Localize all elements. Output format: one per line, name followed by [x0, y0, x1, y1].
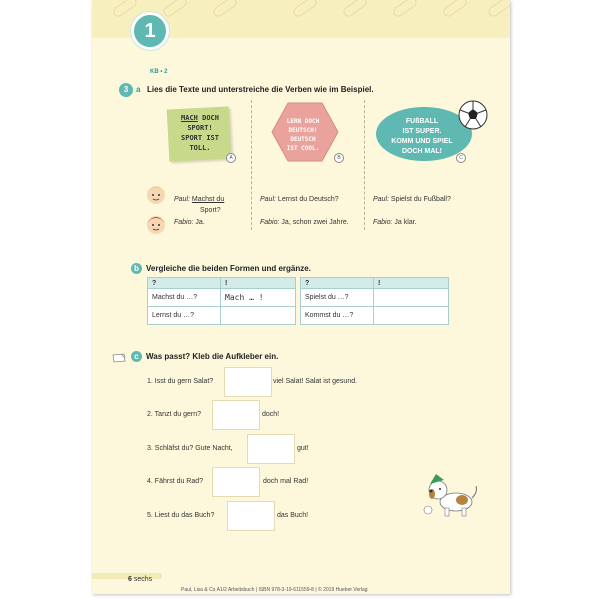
sticker-slot[interactable]: [224, 367, 272, 397]
table-cell: Spielst du …?: [301, 289, 374, 307]
answer-cell[interactable]: [374, 289, 449, 307]
dialogue-1-line-1b: Sport?: [200, 207, 221, 214]
sticker-slot[interactable]: [212, 467, 260, 497]
list-item: 5. Liest du das Buch?: [147, 512, 215, 519]
page-number: 6 sechs: [128, 576, 153, 583]
sticker-a-tag: A: [226, 153, 236, 163]
sticker-icon: [112, 353, 126, 363]
sticker-slot[interactable]: [247, 434, 295, 464]
exercise-c-instruction: Was passt? Kleb die Aufkleber ein.: [146, 352, 279, 361]
dialogue-2-line-2: Fabio: Ja, schon zwei Jahre.: [260, 219, 349, 226]
table-cell: Lernst du …?: [148, 307, 221, 325]
exercise-letter-c: c: [131, 351, 142, 362]
dialogue-3-line-2: Fabio: Ja klar.: [373, 219, 417, 226]
item-ending: doch mal Rad!: [263, 478, 309, 485]
sticker-slot[interactable]: [227, 501, 275, 531]
list-item: 1. Isst du gern Salat?: [147, 378, 214, 385]
table-header: ?: [148, 278, 221, 289]
item-ending: das Buch!: [277, 512, 309, 519]
footer-credits: Paul, Lisa & Co A1/2 Arbeitsbuch | ISBN 978-3-19-611559-8 | © 2019 Hueber Verlag: [181, 587, 368, 593]
table-cell[interactable]: Mach … !: [221, 289, 296, 307]
comparison-table-2: [300, 277, 449, 325]
sticker-c-tag: C: [456, 153, 466, 163]
paul-avatar-icon: [145, 182, 167, 206]
exercise-letter-a: a: [136, 85, 141, 94]
column-divider: [251, 100, 252, 230]
list-item: 4. Fährst du Rad?: [147, 478, 204, 485]
table-cell: Machst du …?: [148, 289, 221, 307]
exercise-letter-b: b: [131, 263, 142, 274]
sticker-b-text: LERN DOCH DEUTSCH! DEUTSCH IST COOL.: [286, 118, 320, 152]
exercise-number: 3: [119, 83, 133, 97]
kb-reference: KB • 2: [150, 69, 168, 75]
exercise-3a-instruction: Lies die Texte und unterstreiche die Verben wie im Beispiel.: [147, 85, 374, 94]
list-item: 2. Tanzt du gern?: [147, 411, 201, 418]
dialogue-3-line-1: Paul: Spielst du Fußball?: [373, 196, 451, 203]
column-divider: [364, 100, 365, 230]
dog-illustration-icon: [420, 470, 480, 520]
item-ending: gut!: [297, 445, 309, 452]
sticker-c-text: FUßBALL IST SUPER. KOMM UND SPIEL DOCH MAL!: [391, 118, 453, 155]
unit-number-badge: 1: [131, 12, 169, 50]
sticker-a-text: MACH DOCH SPORT! SPORT IST TOLL.: [181, 114, 219, 152]
answer-cell[interactable]: [221, 307, 296, 325]
item-ending: doch!: [262, 411, 280, 418]
table-header: ?: [301, 278, 374, 289]
dialogue-1-line-1: Paul: Machst du: [174, 196, 225, 203]
list-item: 3. Schläfst du? Gute Nacht,: [147, 445, 233, 452]
exercise-b-instruction: Vergleiche die beiden Formen und ergänze.: [146, 264, 311, 273]
comparison-table-1: [147, 277, 296, 325]
football-icon: [458, 100, 488, 130]
dialogue-2-line-1: Paul: Lernst du Deutsch?: [260, 196, 339, 203]
item-ending: viel Salat! Salat ist gesund.: [273, 378, 358, 385]
fabio-avatar-icon: [145, 212, 167, 236]
sticker-b-tag: B: [334, 153, 344, 163]
dialogue-1-line-2: Fabio: Ja.: [174, 219, 205, 226]
table-cell: Kommst du …?: [301, 307, 374, 325]
answer-cell[interactable]: [374, 307, 449, 325]
sticker-slot[interactable]: [212, 400, 260, 430]
table-header: !: [374, 278, 449, 289]
table-header: !: [221, 278, 296, 289]
